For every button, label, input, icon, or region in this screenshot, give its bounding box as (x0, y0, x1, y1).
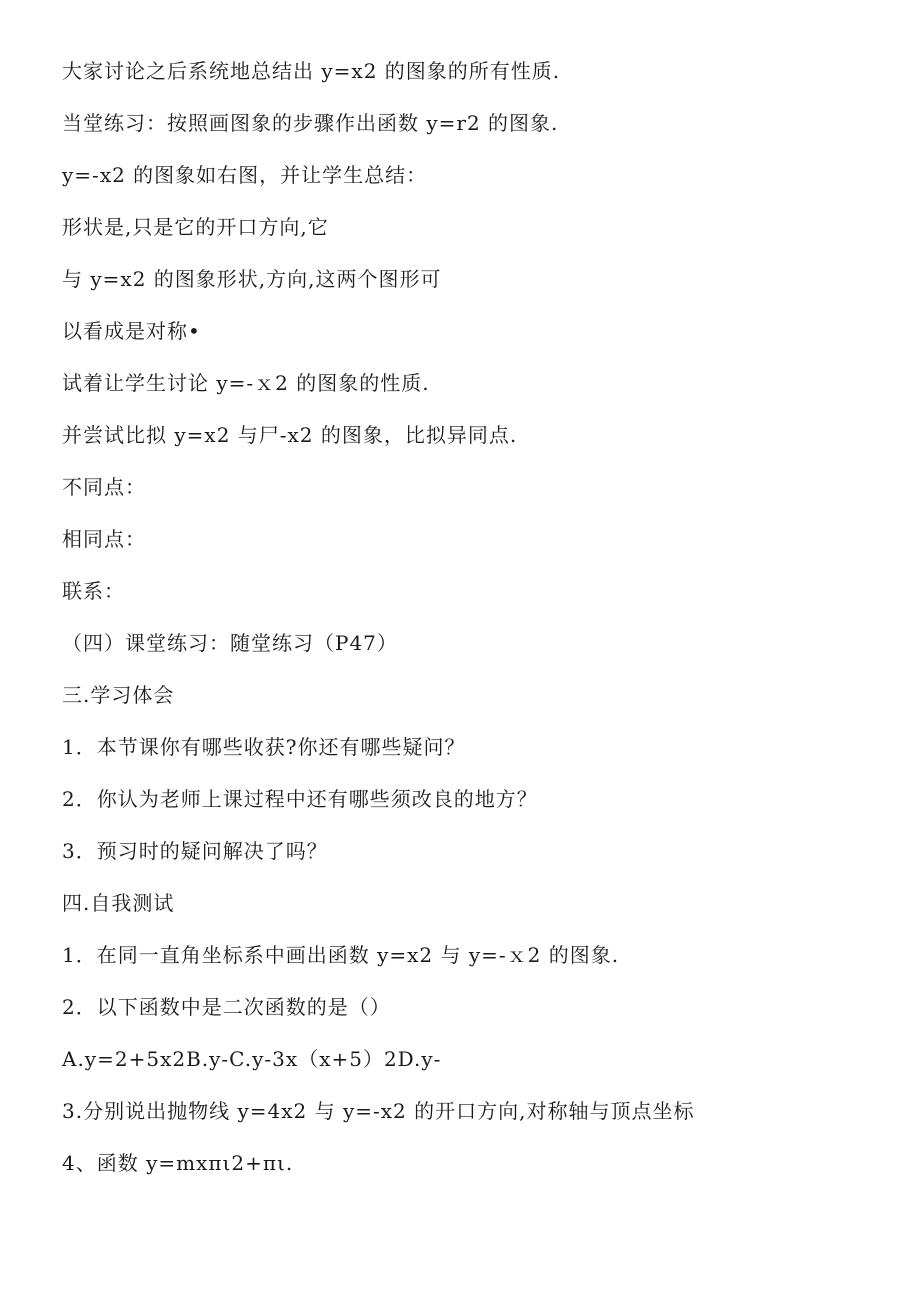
text-line-discuss: 试着让学生讨论 y=-ｘ2 的图象的性质. (62, 371, 430, 395)
text-line-similarities: 相同点： (62, 527, 146, 551)
reflection-item-1: 1．本节课你有哪些收获?你还有哪些疑问？ (62, 735, 466, 759)
section-heading-practice: （四）课堂练习：随堂练习（P47） (62, 631, 398, 655)
test-item-2: 2．以下函数中是二次函数的是（） (62, 995, 391, 1019)
text-line-compare-shape: 与 y=x2 的图象形状,方向,这两个图形可 (62, 267, 442, 291)
text-line-symmetric: 以看成是对称• (62, 319, 201, 343)
test-item-2-options: A.y=2+5x2B.y-C.y-3x（x+5）2D.y- (62, 1047, 442, 1071)
text-line-compare: 并尝试比拟 y=x2 与尸-x2 的图象，比拟异同点. (62, 423, 518, 447)
text-line-practice: 当堂练习：按照画图象的步骤作出函数 y=r2 的图象. (62, 111, 559, 135)
test-item-1: 1．在同一直角坐标系中画出函数 y=x2 与 y=-ｘ2 的图象. (62, 943, 620, 967)
text-line-relation: 联系： (62, 579, 125, 603)
test-item-4: 4、函数 y=mxπι2+πι. (62, 1151, 294, 1175)
text-line-summary: 大家讨论之后系统地总结出 y=x2 的图象的所有性质. (62, 59, 561, 83)
reflection-item-2: 2．你认为老师上课过程中还有哪些须改良的地方？ (62, 787, 538, 811)
text-line-shape: 形状是,只是它的开口方向,它 (62, 215, 329, 239)
reflection-item-3: 3．预习时的疑问解决了吗？ (62, 839, 328, 863)
text-line-graph-intro: y=-x2 的图象如右图，并让学生总结： (62, 163, 428, 187)
text-line-differences: 不同点： (62, 475, 146, 499)
section-heading-self-test: 四.自我测试 (62, 891, 175, 915)
section-heading-reflection: 三.学习体会 (62, 683, 175, 707)
test-item-3: 3.分别说出抛物线 y=4x2 与 y=-x2 的开口方向,对称轴与顶点坐标 (62, 1099, 695, 1123)
